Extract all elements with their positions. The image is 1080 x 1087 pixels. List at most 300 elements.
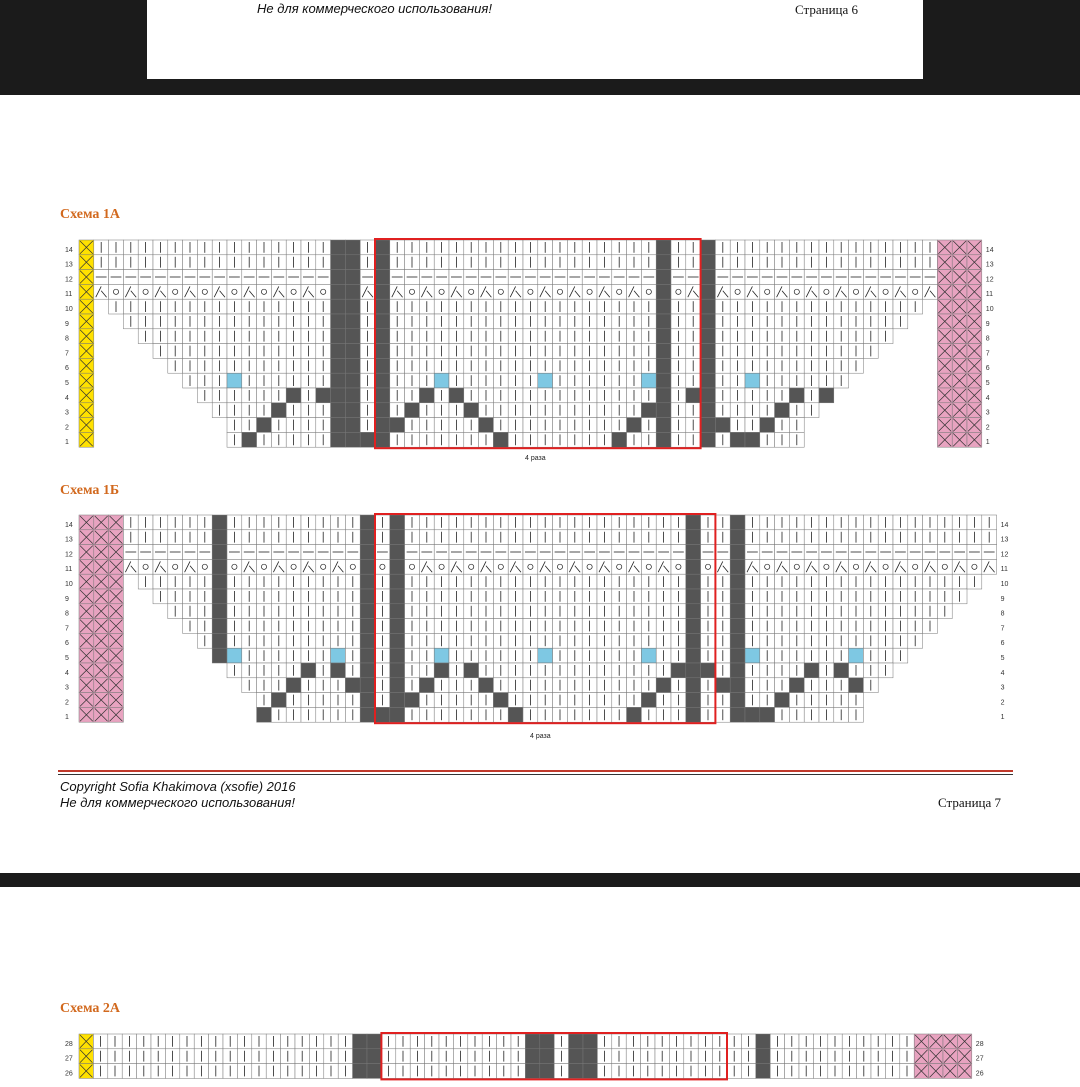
chart-cell (375, 432, 390, 447)
row-number: 1 (985, 439, 990, 447)
chart-cell (656, 388, 671, 403)
chart-cell (212, 589, 227, 604)
chart-cell (449, 388, 464, 403)
chart-cell (745, 648, 760, 663)
chart-cell (523, 559, 538, 574)
row-number: 12 (65, 276, 73, 284)
row-number: 5 (985, 380, 990, 387)
chart-cell (715, 418, 730, 433)
chart-cell (212, 648, 227, 663)
chart-cell (212, 619, 227, 634)
chart-cell (756, 1064, 770, 1079)
chart-cell (656, 403, 671, 418)
row-number: 8 (65, 335, 69, 343)
row-number: 10 (65, 581, 73, 588)
chart-cell (627, 418, 642, 433)
chart-cell (819, 388, 834, 403)
chart-cell (908, 284, 923, 299)
chart-cell (331, 299, 346, 314)
scheme-1a-repeat-note: 4 раза (525, 455, 546, 462)
chart-cell (375, 314, 390, 329)
noncommercial-note: Не для коммерческого использования! (257, 1, 492, 16)
chart-cell (390, 693, 405, 708)
chart-cell (345, 432, 360, 447)
chart-cell (331, 270, 346, 285)
row-number: 11 (985, 291, 994, 299)
chart-cell (360, 545, 375, 560)
chart-cell (271, 403, 286, 418)
chart-cell (686, 388, 701, 403)
chart-cell (331, 388, 346, 403)
row-number: 8 (1000, 610, 1005, 618)
chart-cell (390, 418, 405, 433)
chart-cell (345, 284, 360, 299)
chart-cell (789, 678, 804, 693)
chart-cell (405, 284, 420, 299)
chart-cell (212, 604, 227, 619)
chart-cell (908, 559, 923, 574)
chart-cell (686, 604, 701, 619)
chart-cell (656, 678, 671, 693)
chart-cell (540, 1064, 554, 1079)
row-number: 4 (65, 669, 69, 677)
chart-cell (212, 574, 227, 589)
copyright-text: Copyright Sofia Khakimova (xsofie) 2016 (60, 779, 296, 794)
chart-cell (789, 559, 804, 574)
chart-cell (656, 329, 671, 344)
chart-cell (582, 284, 597, 299)
chart-cell (390, 707, 405, 722)
chart-cell (493, 284, 508, 299)
chart-cell (360, 559, 375, 574)
chart-cell (641, 284, 656, 299)
chart-cell (375, 240, 390, 255)
chart-cell (701, 314, 716, 329)
chart-cell (789, 388, 804, 403)
chart-cell (375, 403, 390, 418)
noncommercial-note: Не для коммерческого использования! (60, 795, 295, 810)
chart-cell (612, 432, 627, 447)
row-number: 1 (65, 439, 69, 447)
chart-cell (775, 693, 790, 708)
chart-cell (538, 648, 553, 663)
chart-cell (419, 388, 434, 403)
chart-cell (316, 284, 331, 299)
chart-cell (730, 589, 745, 604)
chart-cell (701, 255, 716, 270)
chart-cell (390, 633, 405, 648)
chart-cell (331, 663, 346, 678)
chart-cell (686, 619, 701, 634)
chart-cell (878, 284, 893, 299)
chart-cell (390, 604, 405, 619)
chart-cell (656, 358, 671, 373)
chart-cell (390, 559, 405, 574)
chart-cell (360, 515, 375, 530)
chart-cell (345, 418, 360, 433)
chart-cell (464, 403, 479, 418)
row-number: 14 (1000, 521, 1009, 529)
row-number: 11 (1000, 566, 1008, 574)
chart-cell (375, 284, 390, 299)
chart-cell (569, 1034, 583, 1049)
row-number: 26 (975, 1070, 984, 1078)
chart-cell (367, 1034, 381, 1049)
chart-cell (730, 693, 745, 708)
row-number: 5 (65, 655, 69, 662)
page-6 (147, 0, 923, 79)
chart-cell (257, 707, 272, 722)
chart-cell (686, 574, 701, 589)
chart-cell (390, 574, 405, 589)
chart-cell (375, 358, 390, 373)
row-number: 4 (985, 394, 990, 402)
chart-cell (701, 329, 716, 344)
chart-cell (569, 1064, 583, 1079)
row-number: 1 (65, 714, 69, 722)
chart-cell (331, 373, 346, 388)
chart-cell (493, 559, 508, 574)
chart-cell (345, 344, 360, 359)
row-number: 9 (65, 320, 69, 328)
row-number: 14 (65, 521, 73, 529)
chart-cell (701, 284, 716, 299)
row-number: 12 (65, 551, 73, 559)
row-number: 13 (65, 536, 73, 544)
chart-cell (345, 403, 360, 418)
chart-cell (138, 559, 153, 574)
chart-cell (316, 559, 331, 574)
chart-cell (730, 432, 745, 447)
chart-cell (686, 693, 701, 708)
chart-cell (212, 633, 227, 648)
chart-cell (419, 678, 434, 693)
chart-cell (612, 559, 627, 574)
chart-cell (360, 663, 375, 678)
chart-cell (701, 388, 716, 403)
chart-cell (331, 240, 346, 255)
footer-rule (58, 770, 1013, 772)
chart-cell (360, 619, 375, 634)
scheme-2a-title: Схема 2А (60, 1001, 121, 1016)
chart-cell (671, 663, 686, 678)
chart-cell (538, 373, 553, 388)
row-number: 5 (1000, 655, 1005, 662)
chart-cell (789, 284, 804, 299)
chart-cell (804, 663, 819, 678)
chart-cell (760, 559, 775, 574)
chart-cell (434, 663, 449, 678)
chart-cell (375, 255, 390, 270)
chart-cell (345, 299, 360, 314)
chart-cell (331, 284, 346, 299)
chart-cell (375, 707, 390, 722)
chart-cell (686, 559, 701, 574)
chart-cell (345, 255, 360, 270)
row-number: 11 (65, 291, 73, 299)
chart-cell (583, 1049, 597, 1064)
chart-cell (760, 707, 775, 722)
chart-cell (390, 530, 405, 545)
chart-cell (508, 707, 523, 722)
chart-cell (656, 373, 671, 388)
row-number: 10 (985, 306, 994, 313)
row-number: 6 (1000, 640, 1005, 648)
chart-cell (686, 678, 701, 693)
row-number: 7 (1000, 625, 1005, 633)
chart-cell (701, 432, 716, 447)
chart-cell (390, 545, 405, 560)
chart-cell (583, 1034, 597, 1049)
row-number: 13 (985, 261, 994, 269)
chart-cell (331, 344, 346, 359)
chart-cell (525, 1034, 539, 1049)
row-number: 12 (1000, 551, 1009, 559)
chart-cell (331, 418, 346, 433)
chart-cell (331, 314, 346, 329)
row-number: 11 (65, 566, 73, 574)
chart-cell (656, 432, 671, 447)
chart-cell (834, 663, 849, 678)
chart-cell (212, 530, 227, 545)
chart-cell (878, 559, 893, 574)
chart-cell (656, 314, 671, 329)
chart-cell (360, 633, 375, 648)
chart-cell (775, 403, 790, 418)
page-number: Страница 7 (938, 795, 1002, 810)
chart-cell (849, 284, 864, 299)
chart-cell (390, 678, 405, 693)
chart-cell (819, 559, 834, 574)
chart-cell (286, 284, 301, 299)
chart-cell (686, 545, 701, 560)
row-number: 10 (65, 306, 73, 313)
chart-cell (730, 633, 745, 648)
chart-cell (197, 284, 212, 299)
chart-cell (479, 678, 494, 693)
chart-cell (686, 530, 701, 545)
row-number: 27 (975, 1055, 984, 1063)
chart-cell (756, 1049, 770, 1064)
chart-cell (345, 373, 360, 388)
row-number: 6 (65, 365, 69, 373)
chart-cell (656, 240, 671, 255)
chart-cell (360, 589, 375, 604)
chart-cell (109, 284, 124, 299)
chart-cell (286, 388, 301, 403)
chart-cell (730, 604, 745, 619)
chart-cell (730, 663, 745, 678)
chart-cell (353, 1064, 367, 1079)
chart-cell (138, 284, 153, 299)
row-number: 14 (65, 246, 73, 254)
row-number: 7 (65, 350, 69, 358)
chart-cell (730, 574, 745, 589)
chart-cell (434, 373, 449, 388)
chart-cell (212, 559, 227, 574)
chart-cell (540, 1034, 554, 1049)
row-number: 6 (985, 365, 990, 373)
chart-cell (227, 559, 242, 574)
chart-cell (686, 663, 701, 678)
row-number: 13 (65, 261, 73, 269)
chart-cell (745, 432, 760, 447)
chart-cell (434, 559, 449, 574)
chart-cell (345, 240, 360, 255)
scheme-2a-chart (0, 1031, 1080, 1087)
chart-cell (715, 678, 730, 693)
chart-cell (730, 530, 745, 545)
chart-cell (525, 1064, 539, 1079)
chart-cell (701, 373, 716, 388)
row-number: 7 (65, 625, 69, 633)
chart-cell (701, 358, 716, 373)
chart-cell (627, 707, 642, 722)
chart-cell (967, 559, 982, 574)
chart-cell (464, 284, 479, 299)
chart-cell (656, 270, 671, 285)
chart-cell (641, 559, 656, 574)
row-number: 5 (65, 380, 69, 387)
chart-cell (227, 648, 242, 663)
row-number: 12 (985, 276, 994, 284)
chart-cell (360, 678, 375, 693)
chart-cell (937, 559, 952, 574)
chart-cell (405, 693, 420, 708)
row-number: 3 (65, 684, 69, 692)
chart-cell (701, 403, 716, 418)
chart-cell (553, 559, 568, 574)
row-number: 2 (65, 424, 69, 432)
chart-cell (212, 515, 227, 530)
chart-cell (360, 432, 375, 447)
chart-cell (686, 707, 701, 722)
row-number: 8 (985, 335, 990, 343)
chart-cell (331, 329, 346, 344)
chart-cell (375, 388, 390, 403)
chart-cell (730, 707, 745, 722)
chart-cell (701, 344, 716, 359)
chart-cell (730, 515, 745, 530)
row-number: 2 (985, 424, 990, 432)
chart-cell (390, 589, 405, 604)
page-number: Страница 6 (795, 2, 859, 17)
row-number: 7 (985, 350, 990, 358)
chart-cell (168, 284, 183, 299)
chart-cell (730, 648, 745, 663)
chart-cell (701, 299, 716, 314)
row-number: 9 (985, 320, 990, 328)
chart-cell (360, 648, 375, 663)
row-number: 3 (65, 409, 69, 417)
chart-cell (656, 418, 671, 433)
scheme-1b-chart (0, 510, 1080, 750)
row-number: 1 (1000, 714, 1005, 722)
scheme-1a-title: Схема 1А (60, 207, 121, 222)
scheme-1b-title: Схема 1Б (60, 483, 120, 498)
chart-cell (641, 403, 656, 418)
chart-cell (375, 344, 390, 359)
chart-cell (242, 432, 257, 447)
chart-cell (331, 648, 346, 663)
chart-cell (493, 693, 508, 708)
page-8 (0, 887, 1080, 1087)
chart-cell (345, 678, 360, 693)
chart-cell (745, 373, 760, 388)
chart-cell (345, 329, 360, 344)
chart-cell (583, 1064, 597, 1079)
chart-cell (656, 344, 671, 359)
chart-cell (686, 515, 701, 530)
chart-cell (360, 604, 375, 619)
chart-cell (390, 619, 405, 634)
chart-cell (390, 663, 405, 678)
chart-cell (360, 530, 375, 545)
chart-cell (375, 559, 390, 574)
chart-cell (286, 559, 301, 574)
chart-cell (569, 1049, 583, 1064)
chart-cell (730, 619, 745, 634)
page-7 (0, 95, 1080, 873)
chart-cell (360, 574, 375, 589)
chart-cell (730, 545, 745, 560)
chart-cell (523, 284, 538, 299)
chart-cell (331, 432, 346, 447)
chart-cell (849, 648, 864, 663)
chart-cell (405, 559, 420, 574)
row-number: 9 (1000, 595, 1005, 603)
chart-cell (641, 693, 656, 708)
chart-cell (701, 270, 716, 285)
row-number: 13 (1000, 536, 1009, 544)
chart-cell (390, 648, 405, 663)
row-number: 8 (65, 610, 69, 618)
chart-cell (819, 284, 834, 299)
row-number: 3 (1000, 684, 1005, 692)
chart-cell (756, 1034, 770, 1049)
chart-cell (331, 358, 346, 373)
chart-cell (360, 693, 375, 708)
chart-cell (701, 663, 716, 678)
chart-cell (479, 418, 494, 433)
chart-cell (760, 284, 775, 299)
chart-cell (641, 648, 656, 663)
chart-cell (286, 678, 301, 693)
chart-cell (353, 1034, 367, 1049)
chart-cell (375, 373, 390, 388)
chart-cell (540, 1049, 554, 1064)
chart-cell (301, 663, 316, 678)
chart-cell (582, 559, 597, 574)
chart-cell (434, 648, 449, 663)
chart-cell (641, 373, 656, 388)
row-number: 27 (65, 1055, 73, 1063)
chart-cell (553, 284, 568, 299)
chart-cell (745, 707, 760, 722)
chart-cell (701, 240, 716, 255)
chart-cell (701, 559, 716, 574)
row-number: 2 (1000, 699, 1005, 707)
chart-cell (227, 373, 242, 388)
chart-cell (656, 284, 671, 299)
row-number: 3 (985, 409, 990, 417)
chart-cell (434, 284, 449, 299)
chart-cell (405, 403, 420, 418)
chart-cell (353, 1049, 367, 1064)
chart-cell (671, 559, 686, 574)
chart-cell (686, 648, 701, 663)
chart-cell (375, 299, 390, 314)
